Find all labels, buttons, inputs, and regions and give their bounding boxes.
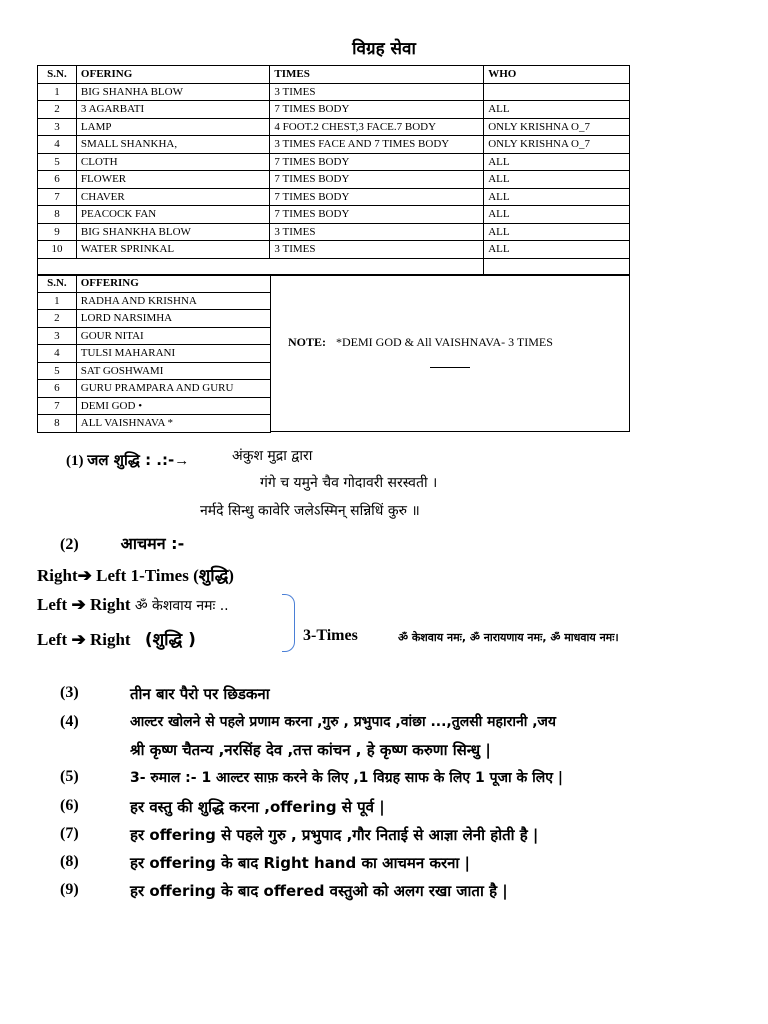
item-number: (1) [66, 453, 84, 469]
cell-sn: 6 [38, 380, 77, 398]
cell-times: 3 TIMES [270, 83, 484, 101]
cell-offering: BIG SHANKHA BLOW [76, 223, 270, 241]
arrow-icon: ➔ [71, 630, 86, 649]
table-row [38, 136, 630, 154]
cell-offering: WATER SPRINKAL [76, 241, 270, 259]
cell-sn: 1 [38, 83, 77, 101]
cell-offering: PEACOCK FAN [76, 206, 270, 224]
item-text: हर offering के बाद Right hand का आचमन करना | [130, 854, 471, 872]
item-text: हर offering के बाद offered वस्तुओ को अलग रखा जाता है | [130, 882, 508, 900]
ankush-mudra-text: अंकुश मुद्रा द्वारा [232, 448, 313, 464]
item-number: (9) [60, 881, 79, 898]
cell-sn: 5 [38, 153, 77, 171]
header-sn: S.N. [38, 66, 77, 84]
cell-sn: 2 [38, 101, 77, 119]
cell-times: 7 TIMES BODY [270, 153, 484, 171]
achaman-heading [60, 532, 184, 554]
note-underline [430, 367, 470, 368]
cell-sn: 2 [38, 310, 77, 328]
cell-sn: 4 [38, 345, 77, 363]
cell-sn: 3 [38, 327, 77, 345]
verse-line-1: गंगे च यमुने चैव गोदावरी सरस्वती । [260, 475, 438, 491]
cell-deity: SAT GOSHWAMI [76, 362, 270, 380]
cell-deity: GURU PRAMPARA AND GURU [76, 380, 270, 398]
offering-times-table [37, 65, 630, 276]
cell-times: 7 TIMES BODY [270, 206, 484, 224]
table-row [38, 101, 630, 119]
cell-sn: 5 [38, 362, 77, 380]
item-number: (6) [60, 797, 79, 814]
left-right-line-1: Left ➔ Right ॐ केशवाय नमः .. [37, 595, 229, 614]
cell-deity: GOUR NITAI [76, 327, 270, 345]
table-row-empty [38, 258, 630, 276]
right-left-line: Right➔ Left 1-Times (शुद्धि) [37, 566, 234, 585]
item-number: (5) [60, 768, 79, 785]
cell-who: ALL [484, 206, 630, 224]
cell-times: 3 TIMES FACE AND 7 TIMES BODY [270, 136, 484, 154]
header-who: WHO [484, 66, 630, 84]
cell-sn: 10 [38, 241, 77, 259]
item-number: (7) [60, 825, 79, 842]
jal-shuddhi-label: जल शुद्धि : .:- [87, 451, 175, 469]
item-number: (2) [60, 536, 79, 553]
cell-offering: FLOWER [76, 171, 270, 189]
cell-deity: TULSI MAHARANI [76, 345, 270, 363]
cell-times: 4 FOOT.2 CHEST,3 FACE.7 BODY [270, 118, 484, 136]
cell-who: ALL [484, 223, 630, 241]
item-text: हर offering से पहले गुरु , प्रभुपाद ,गौर निताई से आज्ञा लेनी होती है | [130, 826, 539, 844]
cell-times: 3 TIMES [270, 223, 484, 241]
left-right-line-2: Left ➔ Right (शुद्धि ) [37, 630, 196, 650]
cell-sn: 7 [38, 188, 77, 206]
item-number: (3) [60, 684, 79, 701]
table-row [38, 415, 271, 433]
note-cell [270, 274, 630, 432]
cell-offering: LAMP [76, 118, 270, 136]
table-row [38, 345, 271, 363]
cell-who: ALL [484, 188, 630, 206]
cell-who: ONLY KRISHNA O_7 [484, 136, 630, 154]
header-times: TIMES [270, 66, 484, 84]
table-row [38, 292, 271, 310]
table-row [38, 397, 271, 415]
cell-sn: 7 [38, 397, 77, 415]
table-row [38, 153, 630, 171]
item-text: 3- रुमाल :- 1 आल्टर साफ़ करने के लिए ,1 विग्रह साफ के लिए 1 पूजा के लिए | [130, 770, 563, 786]
cell-who: ALL [484, 171, 630, 189]
table-header-row [38, 275, 271, 293]
table-row [38, 206, 630, 224]
arrow-icon: ➔ [71, 595, 86, 614]
achaman-label: आचमन :- [120, 534, 185, 553]
header-offering: OFFERING [76, 275, 270, 293]
table-row [38, 241, 630, 259]
cell-sn: 3 [38, 118, 77, 136]
arrow-icon: ➔ [77, 566, 92, 585]
table-row [38, 310, 271, 328]
note [288, 335, 553, 350]
cell-sn: 1 [38, 292, 77, 310]
cell-deity: LORD NARSIMHA [76, 310, 270, 328]
item-text: आल्टर खोलने से पहले प्रणाम करना ,गुरु , प्रभुपाद ,वांछा ...,तुलसी महारानी ,जय [130, 714, 557, 730]
cell-deity: ALL VAISHNAVA * [76, 415, 270, 433]
cell-offering: BIG SHANHA BLOW [76, 83, 270, 101]
cell-offering: CHAVER [76, 188, 270, 206]
cell-who [484, 83, 630, 101]
item-number: (8) [60, 853, 79, 870]
verse-line-2: नर्मदे सिन्धु कावेरि जलेऽस्मिन् सन्निधिं कुरु ॥ [200, 503, 420, 519]
item-text: तीन बार पैरो पर छिडकना [130, 685, 270, 703]
cell-sn: 8 [38, 415, 77, 433]
cell-who: ALL [484, 153, 630, 171]
note-text: *DEMI GOD & All VAISHNAVA- 3 TIMES [336, 335, 553, 349]
cell-times: 3 TIMES [270, 241, 484, 259]
note-label: NOTE: [288, 335, 327, 349]
cell-sn: 4 [38, 136, 77, 154]
table-header-row [38, 66, 630, 84]
cell-times: 7 TIMES BODY [270, 188, 484, 206]
cell-sn: 8 [38, 206, 77, 224]
arrow-icon: → [174, 453, 190, 469]
cell-offering: CLOTH [76, 153, 270, 171]
brace-bracket [282, 594, 295, 652]
header-offering: OFERING [76, 66, 270, 84]
cell-who: ALL [484, 241, 630, 259]
item-number: (4) [60, 713, 79, 730]
table-row [38, 327, 271, 345]
table-row [38, 83, 630, 101]
page-title: विग्रह सेवा [352, 39, 416, 59]
table-row [38, 171, 630, 189]
table-row [38, 118, 630, 136]
cell-times: 7 TIMES BODY [270, 171, 484, 189]
item-text: हर वस्तु की शुद्धि करना ,offering से पूर्व | [130, 798, 385, 816]
three-times-label: 3-Times [303, 627, 358, 644]
jal-shuddhi-heading [66, 450, 189, 470]
cell-sn: 9 [38, 223, 77, 241]
table-row [38, 380, 271, 398]
cell-who: ONLY KRISHNA O_7 [484, 118, 630, 136]
cell-deity: RADHA AND KRISHNA [76, 292, 270, 310]
header-sn: S.N. [38, 275, 77, 293]
cell-times: 7 TIMES BODY [270, 101, 484, 119]
cell-offering: 3 AGARBATI [76, 101, 270, 119]
cell-deity: DEMI GOD • [76, 397, 270, 415]
table-row [38, 188, 630, 206]
table-row [38, 223, 630, 241]
deity-offering-table [37, 274, 271, 433]
mantra-text: ॐ केशवाय नमः, ॐ नारायणाय नमः, ॐ माधवाय नमः। [398, 631, 619, 644]
cell-sn: 6 [38, 171, 77, 189]
cell-offering: SMALL SHANKHA, [76, 136, 270, 154]
item-text-continued: श्री कृष्ण चैतन्य ,नरसिंह देव ,तत्त कांचन , हे कृष्ण करुणा सिन्धु | [130, 741, 491, 759]
cell-who: ALL [484, 101, 630, 119]
table-row [38, 362, 271, 380]
